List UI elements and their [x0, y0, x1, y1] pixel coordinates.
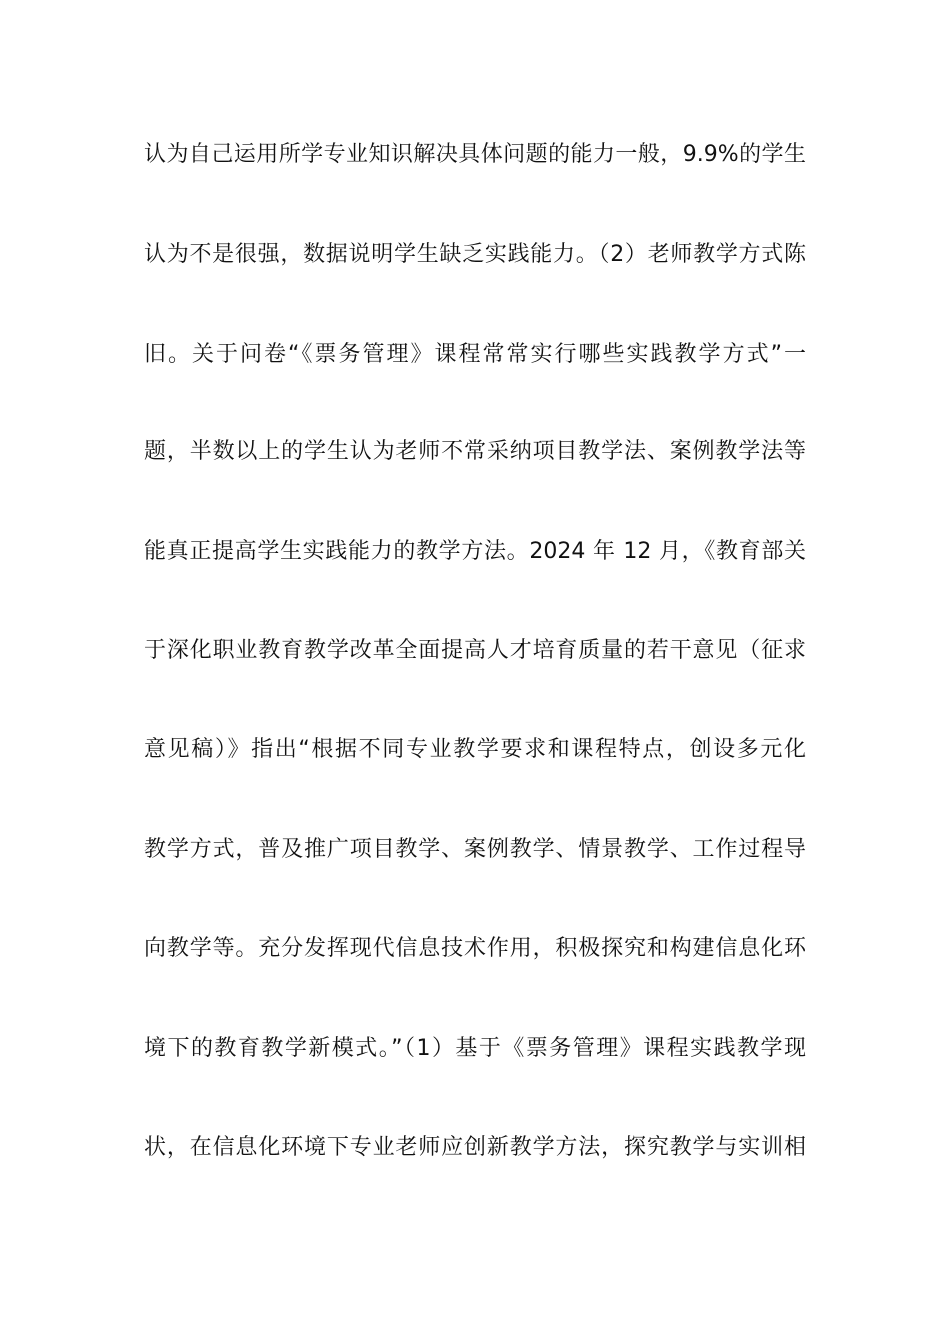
- text-line: 境下的教育教学新模式。”（1）基于《票务管理》课程实践教学现: [144, 1036, 806, 1061]
- text-line: 于深化职业教育教学改革全面提高人才培育质量的若干意见（征求: [144, 638, 806, 663]
- text-line: 认为不是很强，数据说明学生缺乏实践能力。（2）老师教学方式陈: [144, 242, 806, 267]
- text-line: 题，半数以上的学生认为老师不常采纳项目教学法、案例教学法等: [144, 439, 806, 464]
- text-line: 教学方式，普及推广项目教学、案例教学、情景教学、工作过程导: [144, 837, 806, 862]
- text-line: 意见稿）》指出“根据不同专业教学要求和课程特点，创设多元化: [144, 737, 806, 762]
- text-line: 状，在信息化环境下专业老师应创新教学方法，探究教学与实训相: [144, 1135, 806, 1160]
- text-line: 旧。关于问卷“《票务管理》课程常常实行哪些实践教学方式”一: [144, 342, 806, 367]
- text-line: 认为自己运用所学专业知识解决具体问题的能力一般，9.9%的学生: [144, 142, 806, 167]
- text-line: 向教学等。充分发挥现代信息技术作用，积极探究和构建信息化环: [144, 936, 806, 961]
- text-line: 能真正提高学生实践能力的教学方法。2024 年 12 月，《教育部关: [144, 539, 806, 564]
